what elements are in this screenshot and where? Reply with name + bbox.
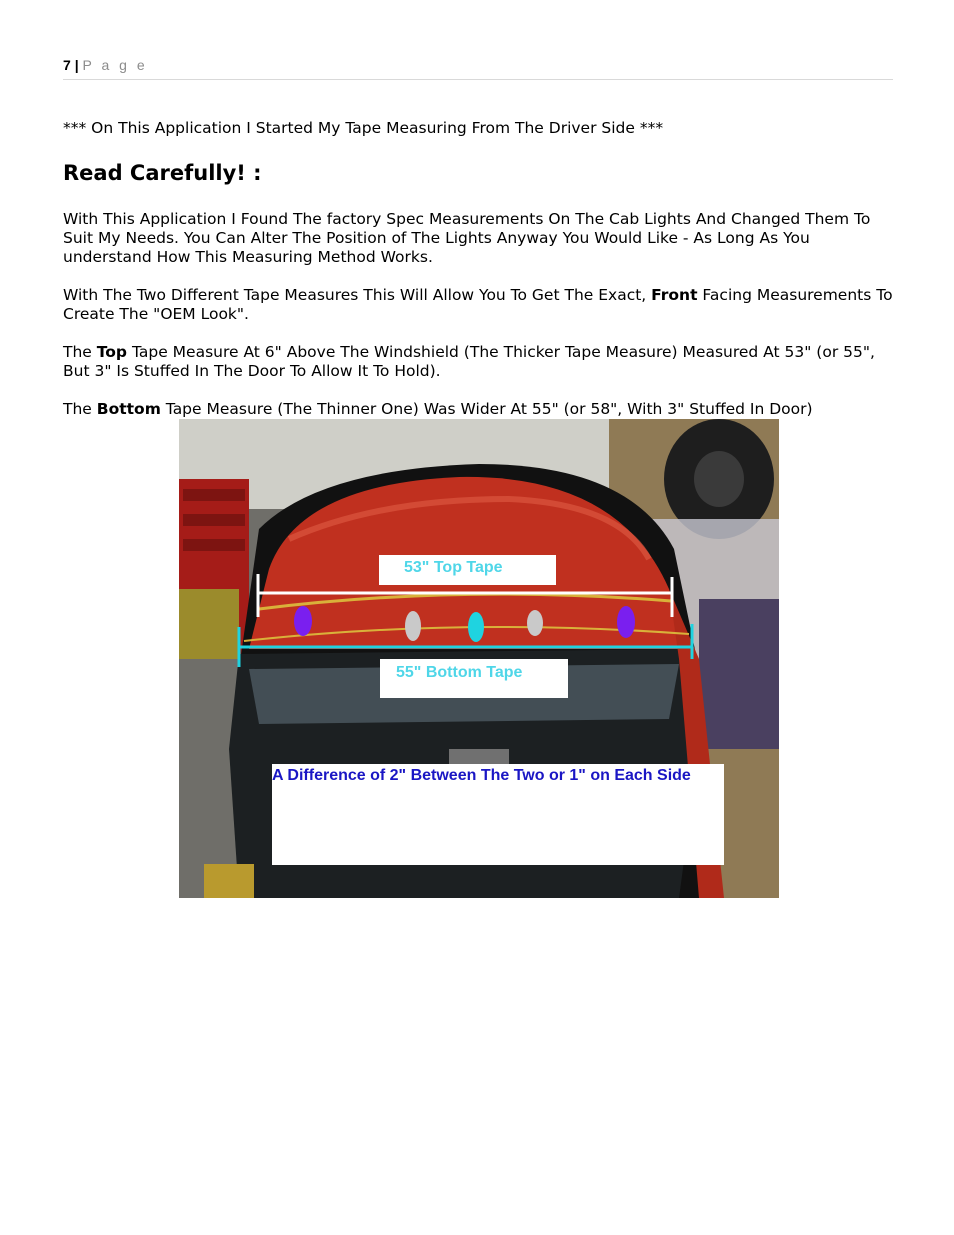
page-word: P a g e	[82, 57, 148, 73]
bold-run: Bottom	[96, 400, 161, 418]
marker-purple-left	[294, 606, 312, 636]
bottom-tape-label: 55" Bottom Tape	[380, 659, 568, 698]
marker-gray-right	[527, 610, 543, 636]
text-run: Tape Measure (The Thinner One) Was Wider At 55" (or 58", With 3" Stuffed In Door)	[160, 400, 813, 418]
bold-run: Front	[651, 286, 698, 304]
measuring-note: *** On This Application I Started My Tape Measuring From The Driver Side ***	[63, 119, 664, 137]
text-run: The	[63, 400, 97, 418]
bold-run: Top	[96, 343, 128, 361]
page-number: 7	[63, 57, 71, 73]
text-run: With The Two Different Tape Measures This Will Allow You To Get The Exact,	[63, 286, 652, 304]
paragraph-intro: With This Application I Found The factory Spec Measurements On The Cab Lights And Changed Them To Suit My Needs. You Can Alter The Position of The Lights Anyway You Would Like - As Long As You understand How This Measuring Method Works.	[63, 210, 871, 266]
truck-roof-photo	[179, 419, 779, 898]
marker-cyan-center	[468, 612, 484, 642]
section-heading: Read Carefully! :	[63, 161, 262, 185]
page-header	[63, 57, 893, 80]
difference-label: A Difference of 2" Between The Two or 1" on Each Side	[272, 764, 724, 865]
top-tape-label: 53" Top Tape	[379, 555, 556, 585]
paragraph-bottom-tape	[63, 400, 893, 419]
text-run: Tape Measure At 6" Above The Windshield (The Thicker Tape Measure) Measured At 53" (or 55", But 3" Is Stuffed In The Door To Allow It To Hold).	[63, 343, 875, 380]
marker-purple-right	[617, 606, 635, 638]
marker-gray-left	[405, 611, 421, 641]
paragraph-front	[63, 286, 893, 324]
text-run: Facing Measurements To Create The "OEM Look".	[63, 286, 893, 323]
text-run: The	[63, 343, 97, 361]
header-separator: |	[74, 57, 79, 73]
paragraph-top-tape	[63, 343, 893, 381]
